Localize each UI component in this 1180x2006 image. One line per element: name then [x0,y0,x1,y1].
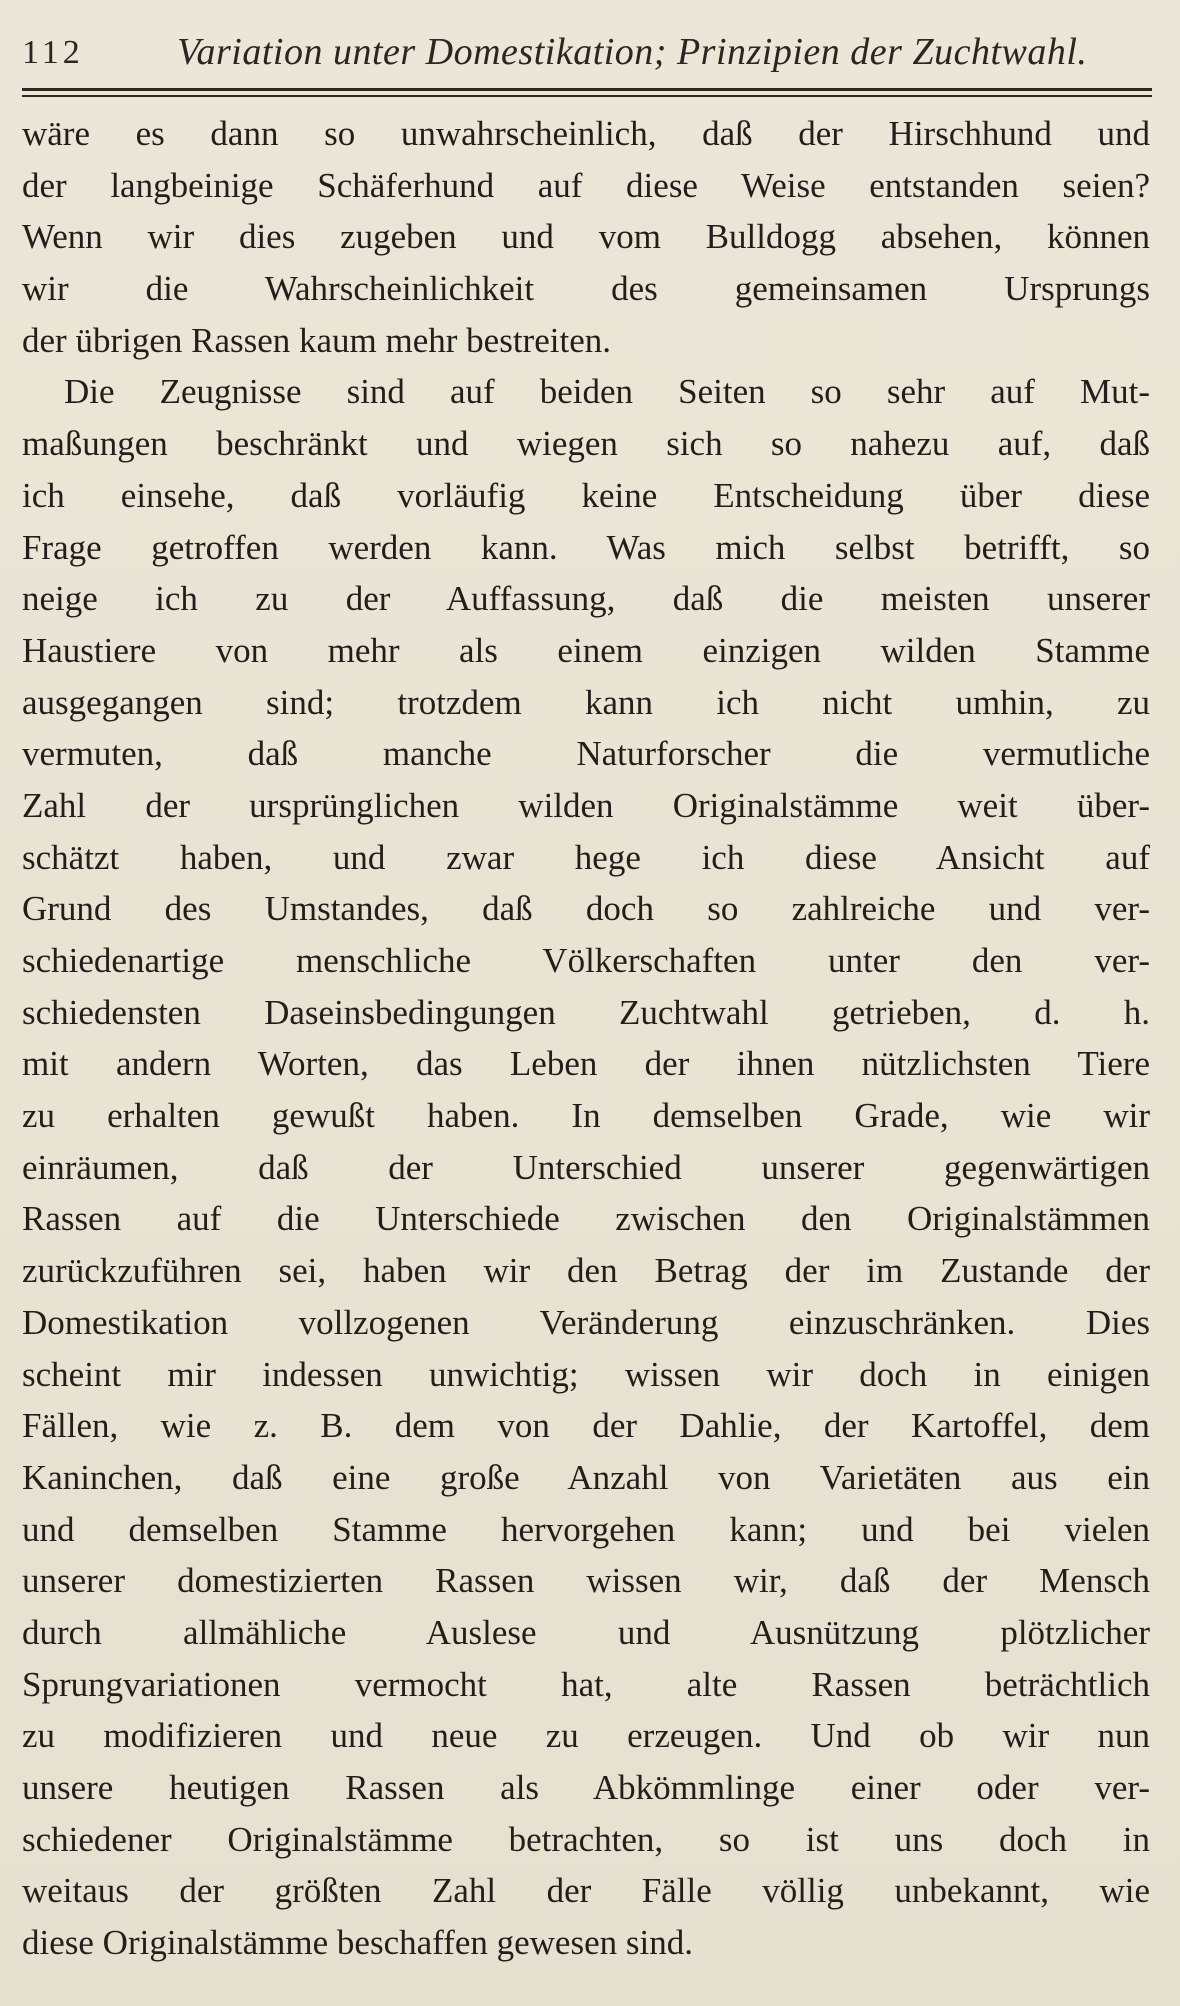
text-line: zurückzuführen sei, haben wir den Betrag der im Zustande der [22,1251,1150,1291]
text-line: durch allmähliche Auslese und Ausnützung plötzlicher [22,1612,1150,1652]
text-line: ausgegangen sind; trotzdem kann ich nicht umhin, zu [22,682,1150,722]
header-rule-thick [22,88,1152,91]
text-line: schiedensten Daseinsbedingungen Zuchtwahl getrieben, d. h. [22,992,1150,1032]
text-line: der langbeinige Schäferhund auf diese Weise entstanden seien? [22,165,1150,205]
running-head [22,30,1152,80]
text-line: wäre es dann so unwahrscheinlich, daß der Hirschhund und [22,114,1150,153]
text-line: ich einsehe, daß vorläufig keine Entscheidung über diese [22,475,1150,515]
text-line: und demselben Stamme hervorgehen kann; und bei vielen [22,1509,1150,1549]
text-line: schiedener Originalstämme betrachten, so ist uns doch in [22,1819,1150,1859]
text-line: Grund des Umstandes, daß doch so zahlreiche und ver- [22,889,1150,929]
paragraph [22,108,1150,366]
text-line: Haustiere von mehr als einem einzigen wilden Stamme [22,630,1150,670]
text-line: Die Zeugnisse sind auf beiden Seiten so sehr auf Mut- [64,372,1150,412]
text-line: vermuten, daß manche Naturforscher die vermutliche [22,734,1150,774]
text-line: Domestikation vollzogenen Veränderung einzuschränken. Dies [22,1302,1150,1342]
page-number: 112 [22,34,84,71]
text-line: zu modifizieren und neue zu erzeugen. Und ob wir nun [22,1716,1150,1756]
text-line: Zahl der ursprünglichen wilden Originalstämme weit über- [22,785,1150,825]
text-line: Kaninchen, daß eine große Anzahl von Varietäten aus ein [22,1457,1150,1497]
text-line: Rassen auf die Unterschiede zwischen den Originalstämmen [22,1199,1150,1239]
text-line: mit andern Worten, das Leben der ihnen nützlichsten Tiere [22,1044,1150,1084]
text-line: Frage getroffen werden kann. Was mich selbst betrifft, so [22,527,1150,567]
text-line: zu erhalten gewußt haben. In demselben Grade, wie wir [22,1096,1150,1136]
text-line: schätzt haben, und zwar hege ich diese Ansicht auf [22,837,1150,877]
text-line: einräumen, daß der Unterschied unserer gegenwärtigen [22,1147,1150,1187]
text-line: der übrigen Rassen kaum mehr bestreiten. [22,320,611,360]
body-text [22,108,1150,1969]
text-line: diese Originalstämme beschaffen gewesen sind. [22,1923,693,1963]
text-line: Sprungvariationen vermocht hat, alte Rassen beträchtlich [22,1664,1150,1704]
text-line: wir die Wahrscheinlichkeit des gemeinsamen Ursprungs [22,269,1150,309]
text-line: schiedenartige menschliche Völkerschaften unter den ver- [22,941,1150,980]
header-rule-thin [22,95,1152,97]
text-line: scheint mir indessen unwichtig; wissen wir doch in einigen [22,1354,1150,1394]
text-line: neige ich zu der Auffassung, daß die meisten unserer [22,579,1150,619]
text-line: weitaus der größten Zahl der Fälle völlig unbekannt, wie [22,1871,1150,1911]
text-line: Wenn wir dies zugeben und vom Bulldogg absehen, können [22,217,1150,257]
running-title: Variation unter Domestikation; Prinzipien der Zuchtwahl. [177,31,1088,73]
text-line: maßungen beschränkt und wiegen sich so nahezu auf, daß [22,424,1150,464]
paragraph [22,366,1150,1968]
text-line: unserer domestizierten Rassen wissen wir, daß der Mensch [22,1561,1150,1601]
text-line: Fällen, wie z. B. dem von der Dahlie, der Kartoffel, dem [22,1406,1150,1446]
text-line: unsere heutigen Rassen als Abkömmlinge einer oder ver- [22,1768,1150,1807]
